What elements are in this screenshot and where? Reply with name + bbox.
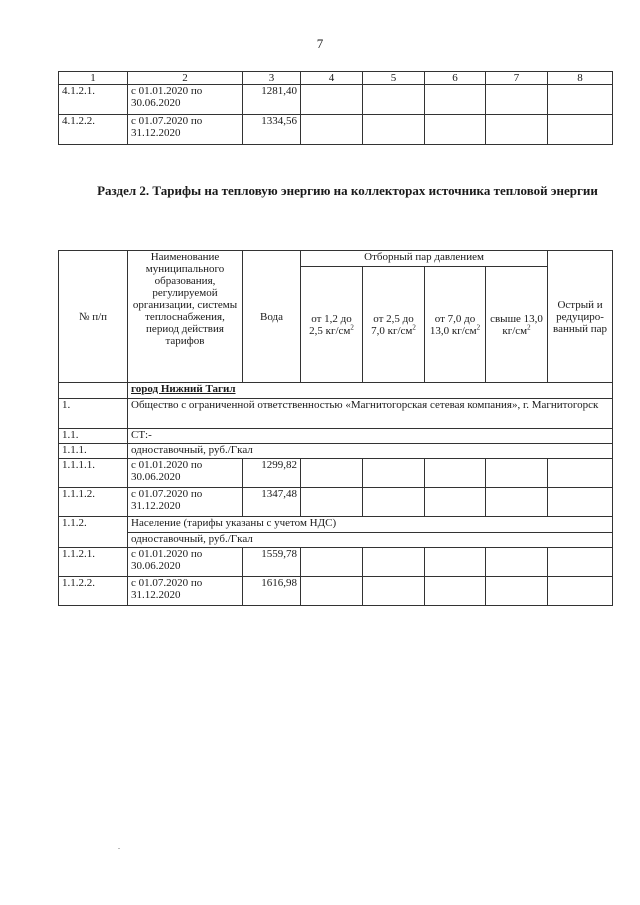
- header-name: Наименование муниципального образования, регулируемой организации, системы теплоснабжения, период действия тарифов: [128, 251, 243, 383]
- column-number: 3: [243, 72, 301, 85]
- tariff-period: с 01.07.2020 по 31.12.2020: [128, 115, 243, 145]
- city-name: город Нижний Тагил: [128, 383, 613, 399]
- row-number: 1.1.2.1.: [59, 548, 128, 577]
- row-number: 1.1.1.: [59, 444, 128, 459]
- header-steam-3: от 7,0 до 13,0 $кг/см^2$: [425, 267, 486, 383]
- continued-tariff-table: [58, 71, 613, 145]
- row-number: 1.1.2.: [59, 517, 128, 548]
- table-row: [59, 577, 613, 606]
- water-tariff: 1334,56: [243, 115, 301, 145]
- header-row: [59, 251, 613, 267]
- column-number: 5: [363, 72, 425, 85]
- row-number: 1.1.1.1.: [59, 459, 128, 488]
- table-row: [59, 85, 613, 115]
- water-tariff: 1299,82: [243, 459, 301, 488]
- tariff-type-row: [59, 533, 613, 548]
- column-number: 2: [128, 72, 243, 85]
- row-number: 4.1.2.2.: [59, 115, 128, 145]
- tariff-type-row: [59, 444, 613, 459]
- row-number: 4.1.2.1.: [59, 85, 128, 115]
- column-number: 8: [548, 72, 613, 85]
- header-water: Вода: [243, 251, 301, 383]
- tariff-table: [58, 250, 613, 606]
- header-steam-1: от 1,2 до 2,5 $кг/см^2$: [301, 267, 363, 383]
- table-row: [59, 459, 613, 488]
- page-number: 7: [316, 36, 324, 51]
- row-number: 1.1.: [59, 429, 128, 444]
- tariff-period: с 01.07.2020 по 31.12.2020: [128, 488, 243, 517]
- table-row: [59, 488, 613, 517]
- scan-artifact: [118, 848, 120, 849]
- table-row: [59, 548, 613, 577]
- header-number: № п/п: [59, 251, 128, 383]
- organization-row: [59, 399, 613, 429]
- header-sharp-steam: Острый и редуциро-ванный пар: [548, 251, 613, 383]
- column-number-row: [59, 72, 613, 85]
- table-row: [59, 115, 613, 145]
- water-tariff: 1616,98: [243, 577, 301, 606]
- water-tariff: 1559,78: [243, 548, 301, 577]
- consumer-group-row: [59, 517, 613, 533]
- header-steam-group: Отборный пар давлением: [301, 251, 548, 267]
- column-number: 4: [301, 72, 363, 85]
- tariff-type: одноставочный, руб./Гкал: [128, 444, 613, 459]
- organization-name: Общество с ограниченной ответственностью «Магнитогорская сетевая компания», г. Магнитогорск: [128, 399, 613, 429]
- water-tariff: 1347,48: [243, 488, 301, 517]
- column-number: 7: [486, 72, 548, 85]
- header-steam-2: от 2,5 до 7,0 $кг/см^2$: [363, 267, 425, 383]
- section-heading: Раздел 2. Тарифы на тепловую энергию на коллекторах источника тепловой энергии: [97, 183, 598, 198]
- tariff-period: с 01.01.2020 по 30.06.2020: [128, 548, 243, 577]
- row-number: 1.: [59, 399, 128, 429]
- column-number: 6: [425, 72, 486, 85]
- header-steam-4: свыше 13,0 $кг/см^2$: [486, 267, 548, 383]
- city-row: [59, 383, 613, 399]
- tariff-period: с 01.01.2020 по 30.06.2020: [128, 459, 243, 488]
- consumer-group: Население (тарифы указаны с учетом НДС): [128, 517, 613, 533]
- tariff-type: одноставочный, руб./Гкал: [128, 533, 613, 548]
- row-number: 1.1.2.2.: [59, 577, 128, 606]
- tariff-period: с 01.01.2020 по 30.06.2020: [128, 85, 243, 115]
- column-number: 1: [59, 72, 128, 85]
- tariff-period: с 01.07.2020 по 31.12.2020: [128, 577, 243, 606]
- water-tariff: 1281,40: [243, 85, 301, 115]
- system-row: [59, 429, 613, 444]
- row-number: 1.1.1.2.: [59, 488, 128, 517]
- system-name: СТ:-: [128, 429, 613, 444]
